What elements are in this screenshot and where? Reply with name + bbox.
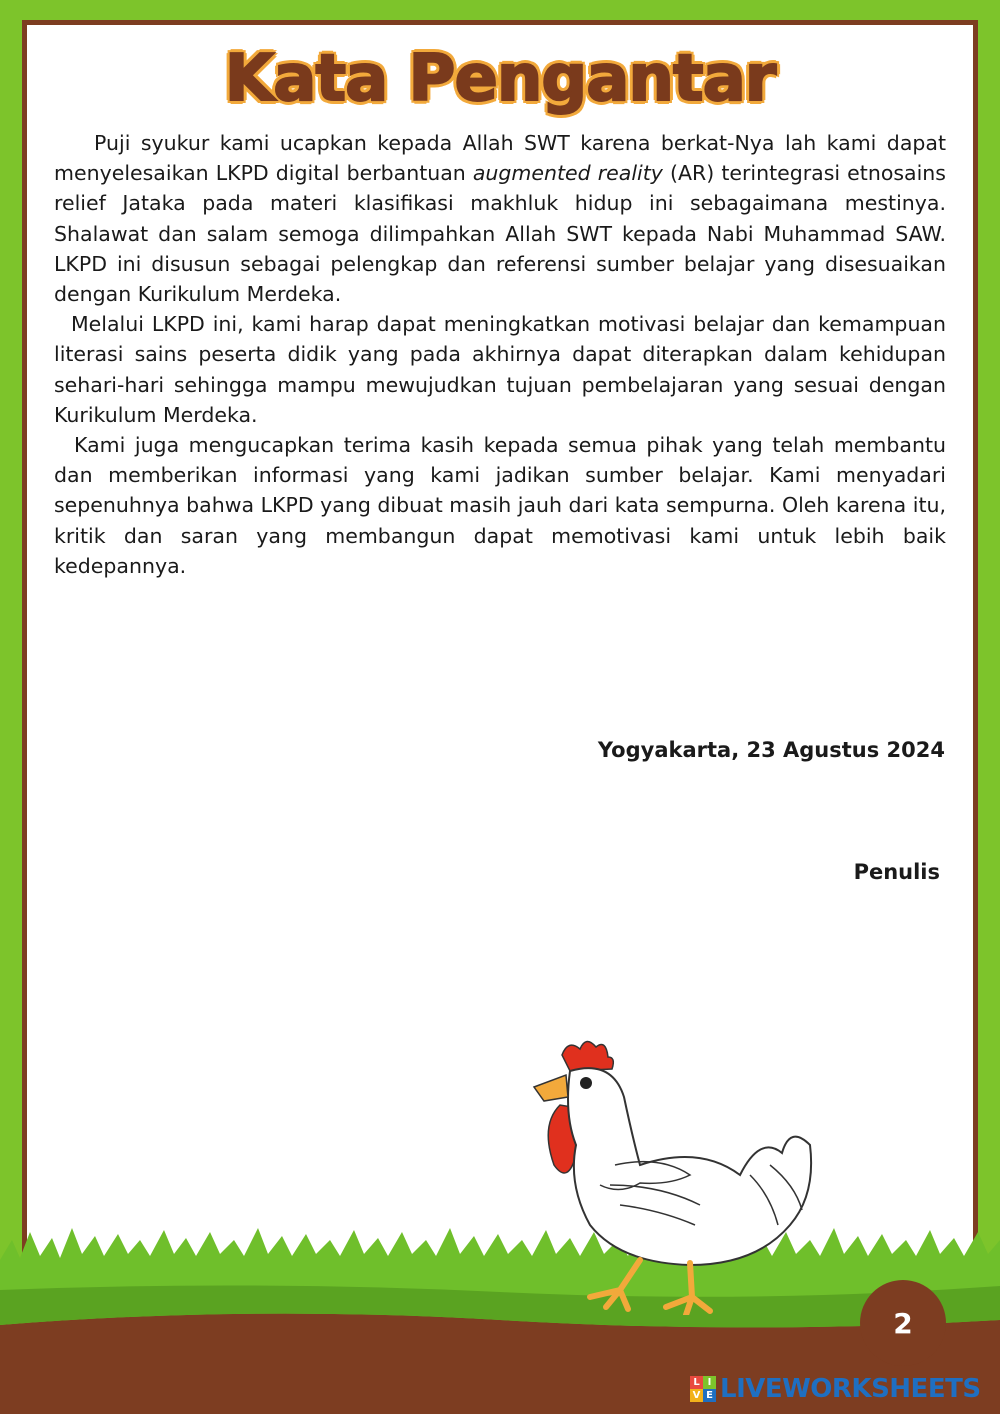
logo-letter-l: L <box>690 1376 703 1389</box>
paragraph-2: Melalui LKPD ini, kami harap dapat meningkatkan motivasi belajar dan kemampuan literasi sains peserta didik yang pada akhirnya dapat diterapkan dalam kehidupan sehari-hari sehingga mampu mewujudkan tujuan pembelajaran yang sesuai dengan Kurikulum Merdeka. <box>54 312 946 427</box>
signer-name: Penulis <box>853 860 940 884</box>
page-number-badge: 2 <box>860 1280 946 1366</box>
logo-letter-e: E <box>703 1389 716 1402</box>
watermark <box>690 1372 981 1406</box>
liveworksheets-logo-icon <box>690 1376 716 1402</box>
paragraph-3: Kami juga mengucapkan terima kasih kepada semua pihak yang telah membantu dan memberikan informasi yang kami jadikan sumber belajar. Kami menyadari sepenuhnya bahwa LKPD yang dibuat masih jauh dari kata sempurna. Oleh karena itu, kritik dan saran yang membangun dapat memotivasi kami untuk lebih baik kedepannya. <box>54 433 946 578</box>
logo-letter-i: I <box>703 1376 716 1389</box>
paragraph-1 <box>54 128 946 309</box>
paragraph-1-end: (AR) terintegrasi etnosains relief Jataka pada materi klasifikasi makhluk hidup ini sebagaimana mestinya. Shalawat dan salam semoga dilimpahkan Allah SWT kepada Nabi Muhammad SAW. LKPD ini disusun sebagai pelengkap dan referensi sumber belajar yang disesuaikan dengan Kurikulum Merdeka. <box>54 161 946 307</box>
page-title: Kata Pengantar <box>224 42 776 116</box>
paragraph-1-emphasis: augmented reality <box>472 161 663 186</box>
watermark-text: LIVEWORKSHEETS <box>720 1374 981 1404</box>
logo-letter-v: V <box>690 1389 703 1402</box>
paragraph-1-start: Puji syukur kami ucapkan kepada Allah SWT karena berkat-Nya lah kami dapat menyelesaikan LKPD digital berbantuan <box>54 131 946 186</box>
place-date: Yogyakarta, 23 Agustus 2024 <box>597 738 945 762</box>
rooster-icon <box>520 1035 830 1315</box>
foreword-body <box>54 128 946 581</box>
